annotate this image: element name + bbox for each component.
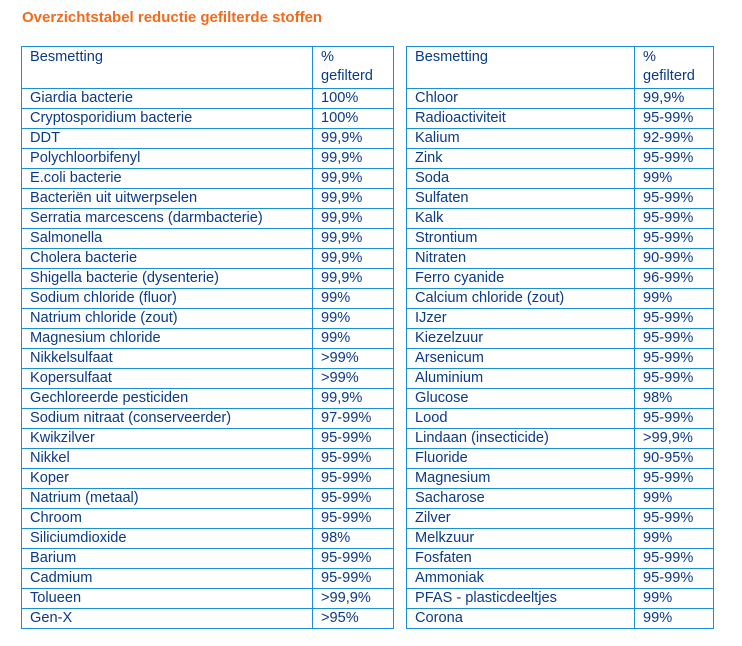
percent-cell: 99% — [635, 589, 714, 609]
substance-cell: Giardia bacterie — [22, 89, 313, 109]
substance-cell: Sodium nitraat (conserveerder) — [22, 409, 313, 429]
table-row — [22, 129, 394, 149]
percent-cell: 95-99% — [635, 229, 714, 249]
table-row — [22, 189, 394, 209]
table-row — [22, 269, 394, 289]
substance-cell: Magnesium chloride — [22, 329, 313, 349]
percent-cell: 95-99% — [313, 469, 394, 489]
percent-cell: 99,9% — [313, 269, 394, 289]
filter-table-left — [21, 46, 394, 629]
table-row — [407, 369, 714, 389]
table-row — [22, 289, 394, 309]
substance-cell: Cholera bacterie — [22, 249, 313, 269]
table-row — [22, 609, 394, 629]
substance-cell: Natrium (metaal) — [22, 489, 313, 509]
table-row — [407, 109, 714, 129]
table-row — [407, 409, 714, 429]
percent-cell: >99% — [313, 349, 394, 369]
table-row — [407, 169, 714, 189]
header-row — [22, 47, 394, 89]
table-row — [22, 109, 394, 129]
table-row — [407, 129, 714, 149]
substance-cell: Chloor — [407, 89, 635, 109]
percent-cell: 99% — [313, 329, 394, 349]
substance-cell: Natrium chloride (zout) — [22, 309, 313, 329]
substance-cell: Ammoniak — [407, 569, 635, 589]
table-row — [22, 209, 394, 229]
substance-cell: Chroom — [22, 509, 313, 529]
page-title: Overzichtstabel reductie gefilterde stoffen — [22, 9, 323, 26]
table-row — [22, 409, 394, 429]
percent-cell: 95-99% — [635, 189, 714, 209]
percent-cell: 95-99% — [635, 509, 714, 529]
table-row — [22, 489, 394, 509]
filter-table-right — [406, 46, 714, 629]
substance-cell: E.coli bacterie — [22, 169, 313, 189]
percent-cell: 95-99% — [635, 109, 714, 129]
table-row — [407, 89, 714, 109]
percent-cell: 92-99% — [635, 129, 714, 149]
substance-cell: Calcium chloride (zout) — [407, 289, 635, 309]
table-row — [407, 549, 714, 569]
percent-cell: 99,9% — [313, 189, 394, 209]
table-row — [22, 229, 394, 249]
table-row — [407, 569, 714, 589]
substance-cell: Nikkelsulfaat — [22, 349, 313, 369]
substance-cell: Magnesium — [407, 469, 635, 489]
table-row — [22, 529, 394, 549]
percent-cell: 99,9% — [313, 389, 394, 409]
percent-cell: 99,9% — [313, 209, 394, 229]
percent-cell: >99,9% — [635, 429, 714, 449]
substance-cell: IJzer — [407, 309, 635, 329]
substance-cell: Lood — [407, 409, 635, 429]
percent-cell: 90-95% — [635, 449, 714, 469]
percent-cell: 96-99% — [635, 269, 714, 289]
percent-cell: 99,9% — [313, 149, 394, 169]
percent-cell: 95-99% — [635, 209, 714, 229]
percent-cell: 95-99% — [635, 469, 714, 489]
substance-cell: Corona — [407, 609, 635, 629]
percent-cell: 100% — [313, 109, 394, 129]
table-row — [22, 329, 394, 349]
substance-cell: Barium — [22, 549, 313, 569]
table-row — [22, 509, 394, 529]
percent-cell: 95-99% — [635, 549, 714, 569]
table-row — [22, 429, 394, 449]
left-table-body — [22, 89, 394, 629]
percent-cell: 95-99% — [635, 369, 714, 389]
substance-cell: Glucose — [407, 389, 635, 409]
substance-cell: Serratia marcescens (darmbacterie) — [22, 209, 313, 229]
table-row — [22, 469, 394, 489]
substance-cell: Nikkel — [22, 449, 313, 469]
percent-cell: 99% — [313, 309, 394, 329]
percent-cell: 95-99% — [313, 549, 394, 569]
table-row — [407, 329, 714, 349]
percent-cell: 98% — [635, 389, 714, 409]
percent-cell: 97-99% — [313, 409, 394, 429]
right-table-body — [407, 89, 714, 629]
table-row — [407, 529, 714, 549]
table-row — [407, 209, 714, 229]
table-row — [407, 349, 714, 369]
table-row — [22, 309, 394, 329]
table-row — [407, 609, 714, 629]
percent-cell: 100% — [313, 89, 394, 109]
table-row — [22, 549, 394, 569]
table-row — [22, 149, 394, 169]
percent-cell: >99,9% — [313, 589, 394, 609]
substance-cell: Koper — [22, 469, 313, 489]
percent-cell: >99% — [313, 369, 394, 389]
substance-cell: Radioactiviteit — [407, 109, 635, 129]
percent-cell: 95-99% — [313, 489, 394, 509]
header-percent: % gefilterd — [635, 47, 714, 89]
substance-cell: Sodium chloride (fluor) — [22, 289, 313, 309]
substance-cell: Melkzuur — [407, 529, 635, 549]
percent-cell: 99% — [635, 609, 714, 629]
substance-cell: Sacharose — [407, 489, 635, 509]
tables-container — [21, 46, 714, 629]
substance-cell: Kiezelzuur — [407, 329, 635, 349]
substance-cell: Shigella bacterie (dysenterie) — [22, 269, 313, 289]
substance-cell: Aluminium — [407, 369, 635, 389]
table-row — [407, 149, 714, 169]
substance-cell: Bacteriën uit uitwerpselen — [22, 189, 313, 209]
table-row — [22, 369, 394, 389]
percent-cell: 95-99% — [635, 569, 714, 589]
percent-cell: 95-99% — [313, 509, 394, 529]
substance-cell: Zink — [407, 149, 635, 169]
table-row — [407, 189, 714, 209]
substance-cell: Ferro cyanide — [407, 269, 635, 289]
substance-cell: PFAS - plasticdeeltjes — [407, 589, 635, 609]
percent-cell: 99% — [635, 529, 714, 549]
substance-cell: Soda — [407, 169, 635, 189]
substance-cell: Kalk — [407, 209, 635, 229]
table-row — [407, 289, 714, 309]
substance-cell: Sulfaten — [407, 189, 635, 209]
header-substance: Besmetting — [407, 47, 635, 89]
table-row — [407, 449, 714, 469]
percent-cell: 99,9% — [313, 129, 394, 149]
substance-cell: Kwikzilver — [22, 429, 313, 449]
table-row — [407, 589, 714, 609]
percent-cell: 95-99% — [635, 149, 714, 169]
substance-cell: Fluoride — [407, 449, 635, 469]
table-row — [407, 489, 714, 509]
substance-cell: Strontium — [407, 229, 635, 249]
percent-cell: 95-99% — [635, 309, 714, 329]
substance-cell: DDT — [22, 129, 313, 149]
substance-cell: Polychloorbifenyl — [22, 149, 313, 169]
table-row — [22, 569, 394, 589]
table-row — [22, 389, 394, 409]
substance-cell: Gechloreerde pesticiden — [22, 389, 313, 409]
table-row — [407, 309, 714, 329]
percent-cell: 95-99% — [635, 329, 714, 349]
substance-cell: Zilver — [407, 509, 635, 529]
percent-cell: 95-99% — [635, 409, 714, 429]
table-row — [407, 389, 714, 409]
substance-cell: Cadmium — [22, 569, 313, 589]
percent-cell: 99,9% — [635, 89, 714, 109]
table-row — [407, 269, 714, 289]
substance-cell: Fosfaten — [407, 549, 635, 569]
substance-cell: Nitraten — [407, 249, 635, 269]
percent-cell: 95-99% — [313, 429, 394, 449]
percent-cell: 99,9% — [313, 249, 394, 269]
substance-cell: Kalium — [407, 129, 635, 149]
percent-cell: 98% — [313, 529, 394, 549]
substance-cell: Arsenicum — [407, 349, 635, 369]
table-row — [22, 449, 394, 469]
table-row — [22, 349, 394, 369]
table-row — [407, 249, 714, 269]
substance-cell: Kopersulfaat — [22, 369, 313, 389]
percent-cell: 95-99% — [313, 569, 394, 589]
percent-cell: 95-99% — [313, 449, 394, 469]
table-row — [407, 509, 714, 529]
percent-cell: 99% — [635, 289, 714, 309]
percent-cell: 95-99% — [635, 349, 714, 369]
substance-cell: Cryptosporidium bacterie — [22, 109, 313, 129]
table-row — [407, 229, 714, 249]
percent-cell: 99,9% — [313, 169, 394, 189]
header-substance: Besmetting — [22, 47, 313, 89]
substance-cell: Lindaan (insecticide) — [407, 429, 635, 449]
substance-cell: Tolueen — [22, 589, 313, 609]
substance-cell: Siliciumdioxide — [22, 529, 313, 549]
table-row — [22, 169, 394, 189]
percent-cell: >95% — [313, 609, 394, 629]
percent-cell: 99% — [635, 489, 714, 509]
table-row — [22, 589, 394, 609]
table-row — [22, 249, 394, 269]
header-row — [407, 47, 714, 89]
percent-cell: 99,9% — [313, 229, 394, 249]
table-row — [407, 469, 714, 489]
percent-cell: 99% — [313, 289, 394, 309]
substance-cell: Gen-X — [22, 609, 313, 629]
percent-cell: 90-99% — [635, 249, 714, 269]
substance-cell: Salmonella — [22, 229, 313, 249]
header-percent: % gefilterd — [313, 47, 394, 89]
percent-cell: 99% — [635, 169, 714, 189]
table-row — [22, 89, 394, 109]
table-row — [407, 429, 714, 449]
